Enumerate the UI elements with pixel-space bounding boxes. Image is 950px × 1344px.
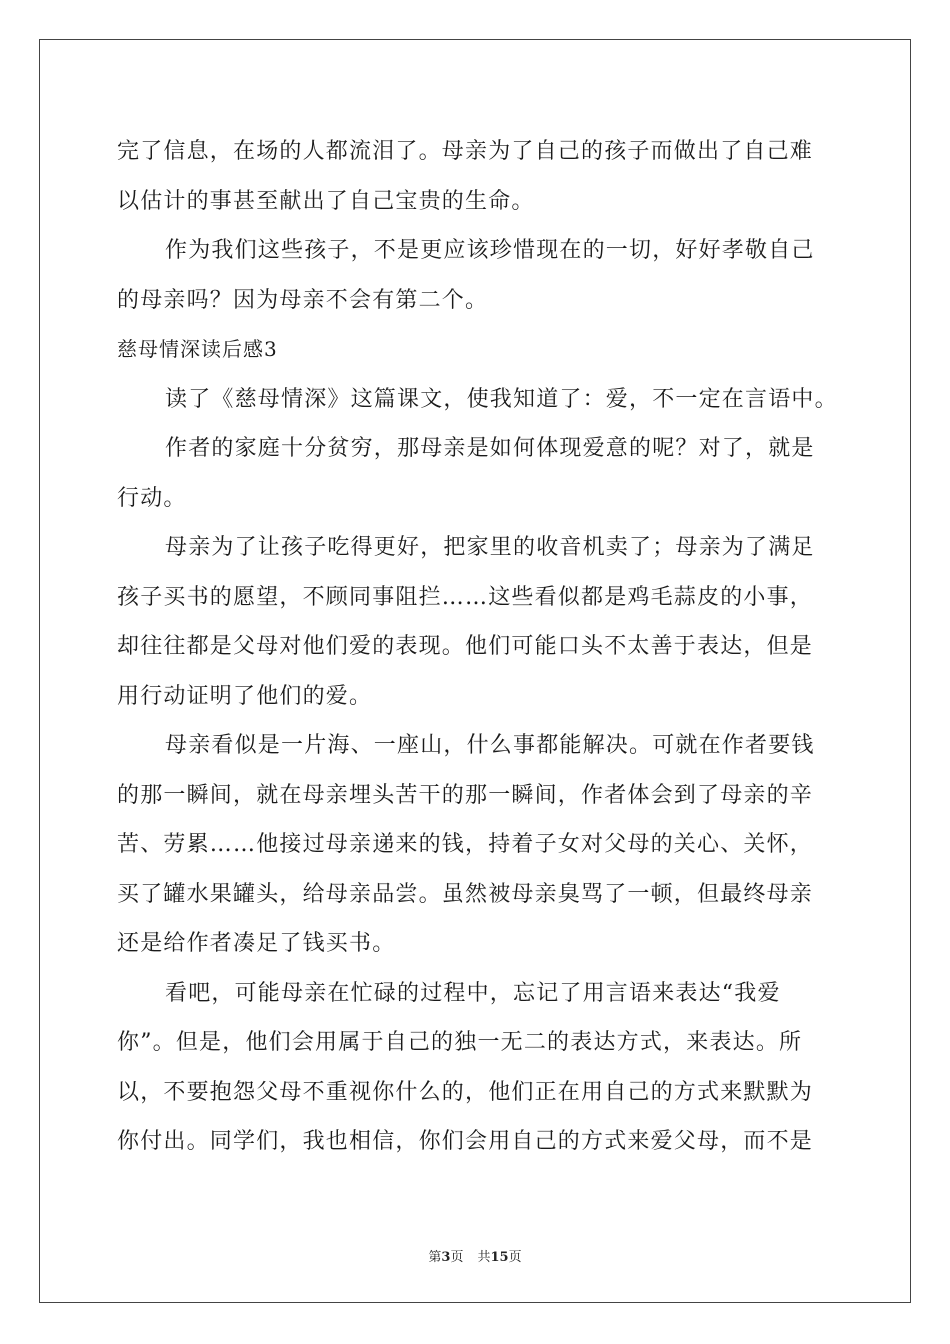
text-line: 以估计的事甚至献出了自己宝贵的生命。 <box>117 188 535 214</box>
text-line: 完了信息，在场的人都流泪了。母亲为了自己的孩子而做出了自己难 <box>117 139 814 164</box>
total-pages: 15 <box>490 1250 509 1265</box>
text-line: 孩子买书的愿望，不顾同事阻拦……这些看似都是鸡毛蒜皮的小事， <box>117 584 814 610</box>
total-prefix: 共 <box>477 1250 491 1265</box>
page-footer <box>0 1246 950 1265</box>
text-line: 你”。但是，他们会用属于自己的独一无二的表达方式，来表达。所 <box>117 1030 803 1055</box>
text-line: 行动。 <box>117 485 187 511</box>
text-line: 的那一瞬间，就在母亲埋头苦干的那一瞬间，作者体会到了母亲的辛 <box>117 782 814 808</box>
paragraph-start: 母亲为了让孩子吃得更好，把家里的收音机卖了；母亲为了满足 <box>165 535 815 560</box>
text-line: 却往往都是父母对他们爱的表现。他们可能口头不太善于表达，但是 <box>117 634 814 659</box>
text-line: 买了罐水果罐头，给母亲品尝。虽然被母亲臭骂了一顿，但最终母亲 <box>117 881 814 907</box>
document-body <box>117 127 838 1167</box>
text-line: 以，不要抱怨父母不重视你什么的，他们正在用自己的方式来默默为 <box>117 1079 814 1105</box>
paragraph-start: 作为我们这些孩子，不是更应该珍惜现在的一切，好好孝敬自己 <box>165 238 815 263</box>
page-suffix: 页 <box>450 1250 464 1265</box>
section-heading: 慈母情深读后感3 <box>117 337 278 361</box>
page-number: 3 <box>441 1250 451 1265</box>
text-line: 的母亲吗？因为母亲不会有第二个。 <box>117 287 489 313</box>
text-line: 用行动证明了他们的爱。 <box>117 683 373 709</box>
paragraph-start: 读了《慈母情深》这篇课文，使我知道了：爱，不一定在言语中。 <box>165 386 838 412</box>
page-prefix: 第 <box>428 1250 442 1265</box>
paragraph-start: 看吧，可能母亲在忙碌的过程中，忘记了用言语来表达“我爱 <box>165 980 781 1006</box>
text-line: 你付出。同学们，我也相信，你们会用自己的方式来爱父母，而不是 <box>117 1129 814 1154</box>
paragraph-start: 作者的家庭十分贫穷，那母亲是如何体现爱意的呢？对了，就是 <box>165 436 815 461</box>
total-suffix: 页 <box>508 1250 522 1265</box>
text-line: 还是给作者凑足了钱买书。 <box>117 931 396 956</box>
text-line: 苦、劳累……他接过母亲递来的钱，持着子女对父母的关心、关怀， <box>117 832 814 857</box>
paragraph-start: 母亲看似是一片海、一座山，什么事都能解决。可就在作者要钱 <box>165 733 815 758</box>
